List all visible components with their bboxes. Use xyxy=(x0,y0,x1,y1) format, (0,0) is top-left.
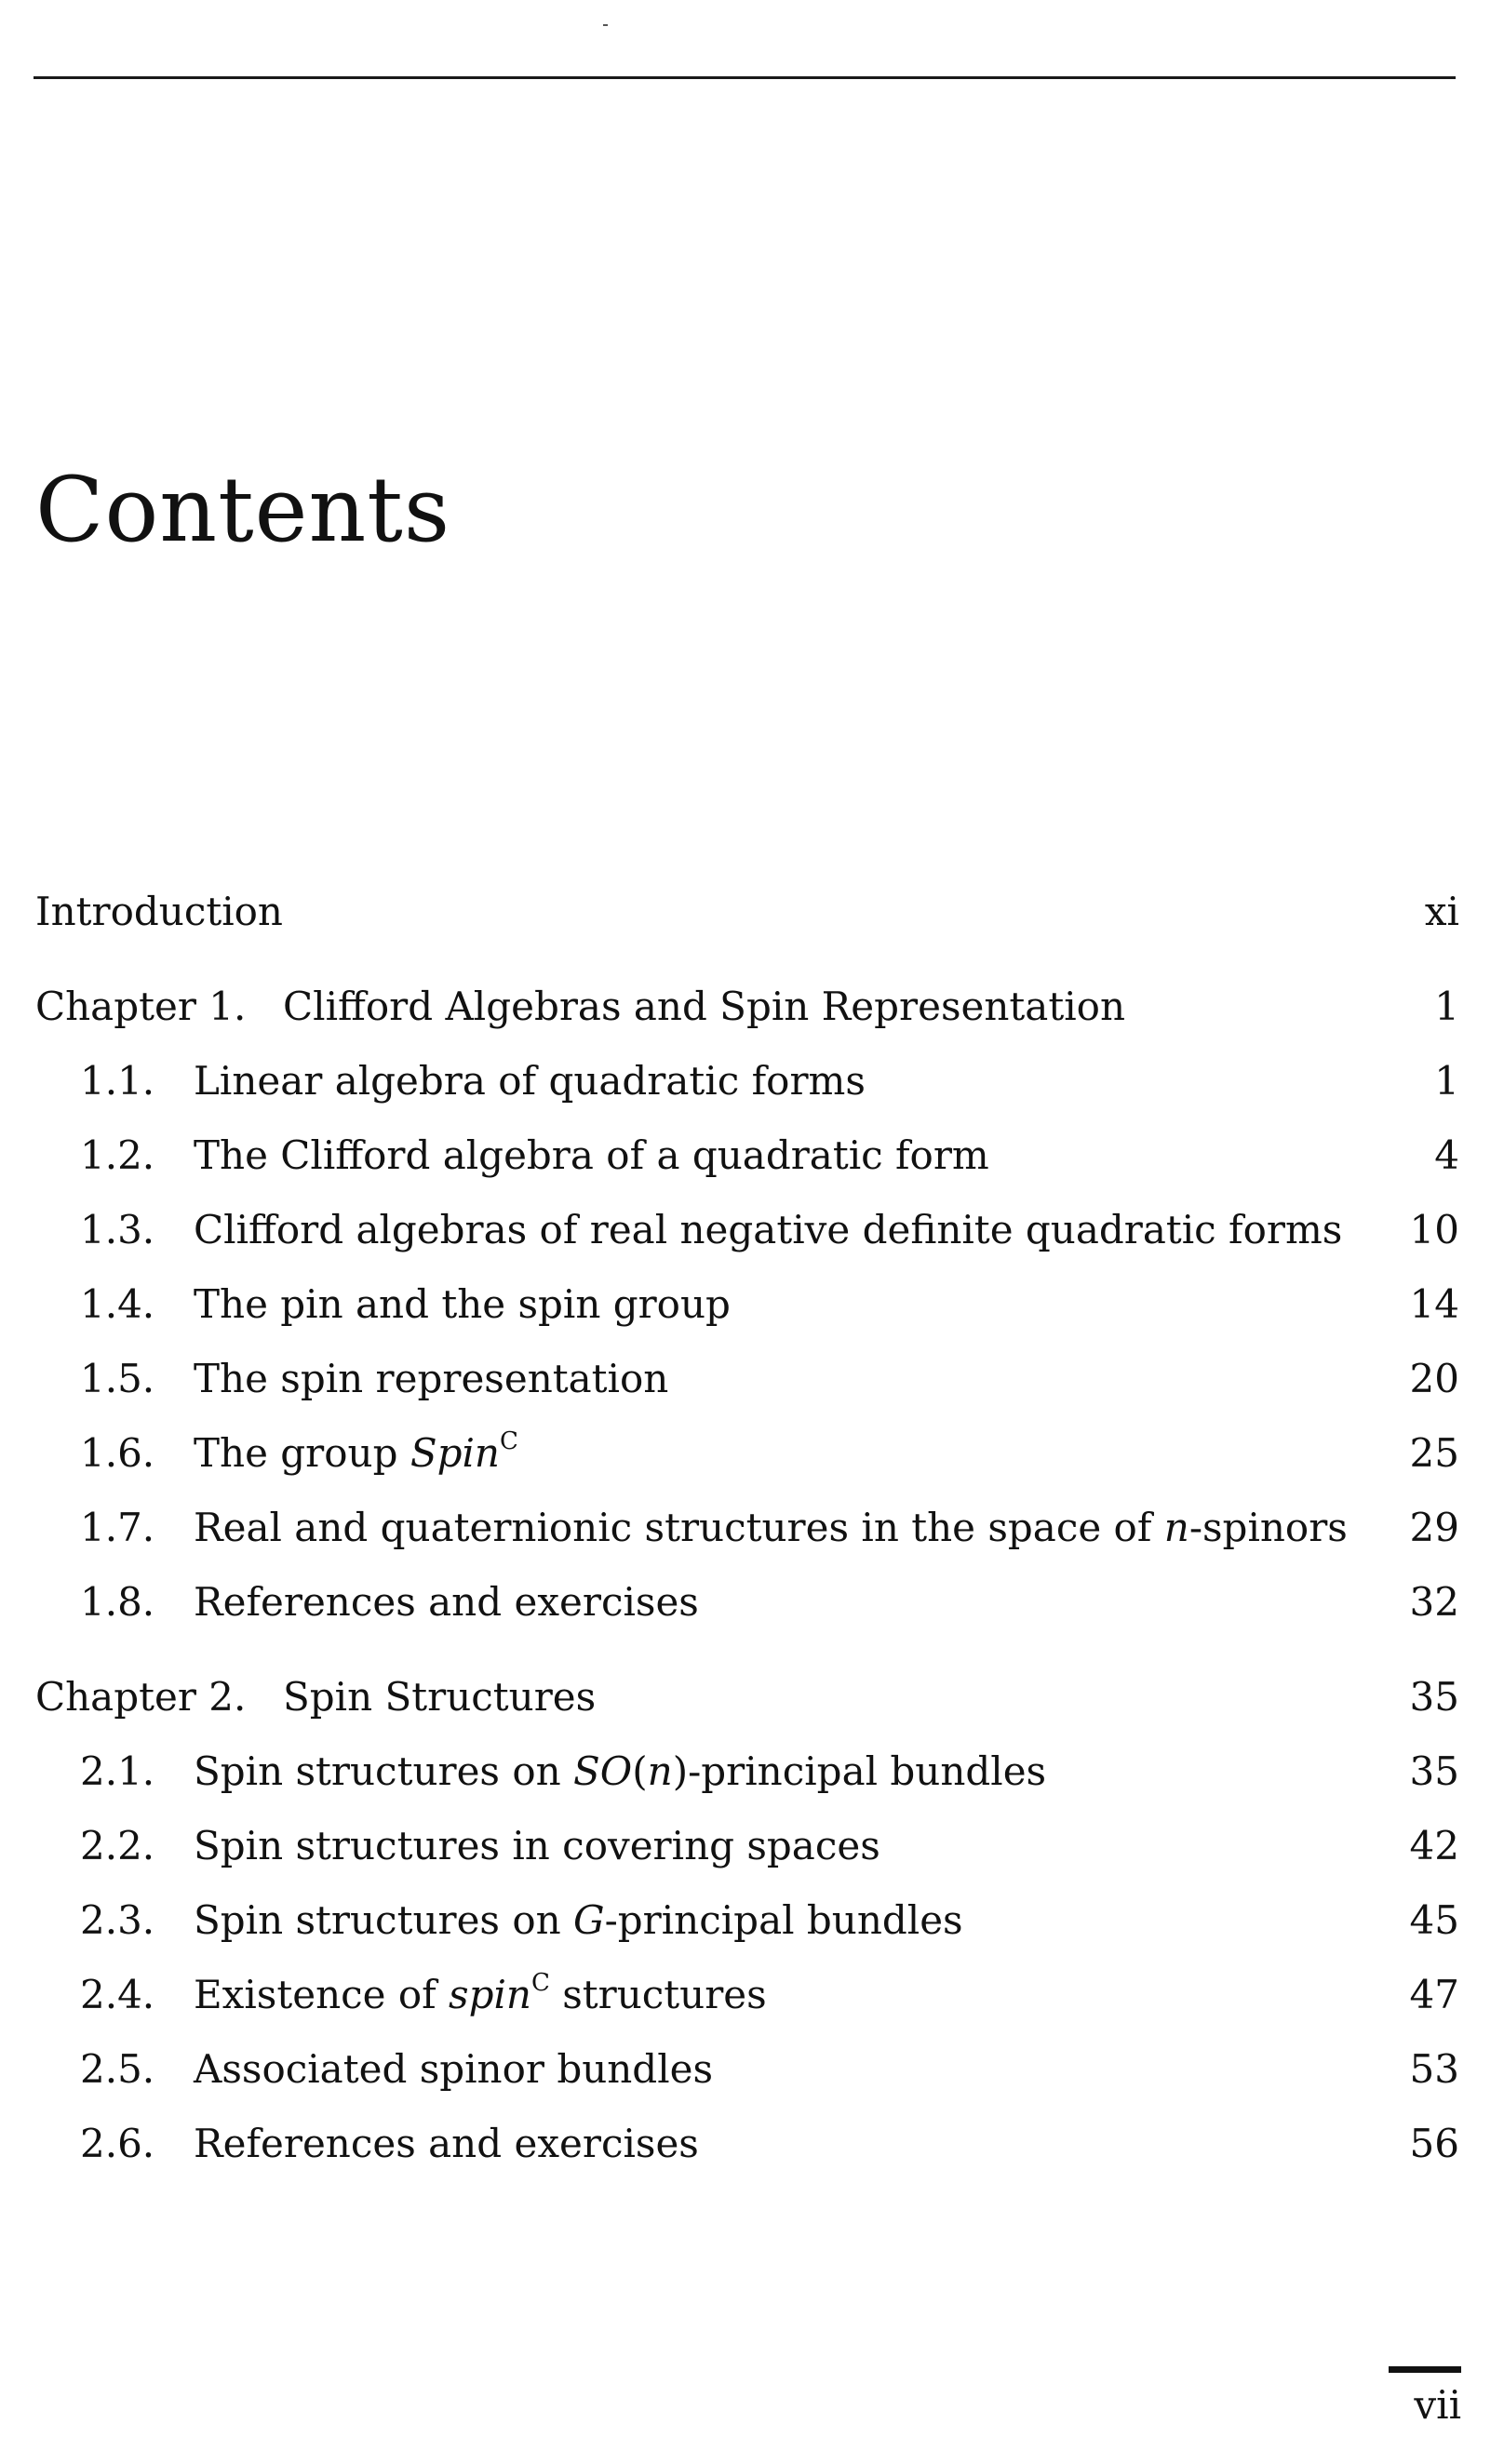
section-number: 1.5. xyxy=(80,1356,155,1401)
title-text: -spinors xyxy=(1188,1505,1348,1550)
section-number: 1.8. xyxy=(80,1579,155,1625)
section-page: 14 xyxy=(1409,1281,1459,1327)
print-speck xyxy=(603,24,608,26)
section-number: 1.6. xyxy=(80,1430,155,1476)
chapter-title: Spin Structures xyxy=(283,1674,597,1720)
section-page: 35 xyxy=(1409,1748,1459,1794)
toc-section-1-1[interactable] xyxy=(35,1044,1459,1118)
chapter-title: Clifford Algebras and Spin Representation xyxy=(283,984,1125,1029)
toc-section-2-3[interactable] xyxy=(35,1883,1459,1958)
section-page: 42 xyxy=(1409,1823,1459,1868)
section-number: 1.4. xyxy=(80,1281,155,1327)
math-symbol: spin xyxy=(449,1972,531,2017)
math-symbol: G xyxy=(573,1897,605,1943)
section-title: Clifford algebras of real negative definite quadratic forms xyxy=(194,1207,1343,1252)
section-number: 2.3. xyxy=(80,1897,155,1943)
section-title: Spin structures in covering spaces xyxy=(194,1823,880,1868)
toc-section-2-4[interactable] xyxy=(35,1958,1459,2032)
section-number: 2.4. xyxy=(80,1972,155,2017)
toc-section-1-3[interactable] xyxy=(35,1193,1459,1267)
chapter-label: Chapter 1. xyxy=(35,984,247,1029)
toc-section-2-1[interactable] xyxy=(35,1734,1459,1809)
toc-section-1-7[interactable] xyxy=(35,1491,1459,1565)
superscript: C xyxy=(530,1969,550,1997)
section-number: 1.2. xyxy=(80,1132,155,1178)
math-paren: ( xyxy=(632,1748,648,1794)
section-title xyxy=(194,1958,767,2032)
section-page: 20 xyxy=(1409,1356,1459,1401)
section-page: 56 xyxy=(1409,2121,1459,2166)
section-number: 2.6. xyxy=(80,2121,155,2166)
toc-section-2-2[interactable] xyxy=(35,1809,1459,1883)
title-text: Real and quaternionic structures in the space of xyxy=(194,1505,1164,1550)
superscript: C xyxy=(499,1427,518,1455)
section-number: 1.1. xyxy=(80,1058,155,1104)
toc-entry-title: Introduction xyxy=(35,889,283,934)
toc-section-1-6[interactable] xyxy=(35,1416,1459,1491)
math-symbol: n xyxy=(647,1748,673,1794)
section-page: 10 xyxy=(1409,1207,1459,1252)
section-title: The Clifford algebra of a quadratic form xyxy=(194,1132,989,1178)
section-page: 4 xyxy=(1434,1132,1459,1178)
math-symbol: Spin xyxy=(410,1430,500,1476)
math-symbol: SO xyxy=(573,1748,633,1794)
toc-section-2-5[interactable] xyxy=(35,2032,1459,2107)
folio-rule xyxy=(1389,2366,1461,2373)
section-title: Associated spinor bundles xyxy=(194,2046,714,2092)
title-text: structures xyxy=(549,1972,767,2017)
table-of-contents xyxy=(35,875,1459,2181)
title-text: Existence of xyxy=(194,1972,450,2017)
section-title: The pin and the spin group xyxy=(194,1281,731,1327)
math-symbol: n xyxy=(1163,1505,1189,1550)
section-page: 45 xyxy=(1409,1897,1459,1943)
section-title: The spin representation xyxy=(194,1356,669,1401)
section-number: 2.5. xyxy=(80,2046,155,2092)
section-number: 2.1. xyxy=(80,1748,155,1794)
page-title: Contents xyxy=(35,458,451,562)
toc-section-1-8[interactable] xyxy=(35,1565,1459,1640)
toc-section-1-5[interactable] xyxy=(35,1342,1459,1416)
section-title xyxy=(194,1491,1348,1565)
chapter-label: Chapter 2. xyxy=(35,1674,247,1720)
section-page: 32 xyxy=(1409,1579,1459,1625)
section-title: Linear algebra of quadratic forms xyxy=(194,1058,866,1104)
section-page: 25 xyxy=(1409,1430,1459,1476)
toc-entry-page: xi xyxy=(1424,889,1459,934)
section-page: 47 xyxy=(1409,1972,1459,2017)
chapter-page: 35 xyxy=(1409,1674,1459,1720)
title-text: The group xyxy=(194,1430,410,1476)
section-title xyxy=(194,1883,963,1958)
section-page: 53 xyxy=(1409,2046,1459,2092)
title-text: Spin structures on xyxy=(194,1897,574,1943)
section-number: 1.3. xyxy=(80,1207,155,1252)
title-text: Spin structures on xyxy=(194,1748,574,1794)
section-title xyxy=(194,1416,518,1491)
toc-section-1-2[interactable] xyxy=(35,1118,1459,1193)
section-title: References and exercises xyxy=(194,2121,699,2166)
section-number: 1.7. xyxy=(80,1505,155,1550)
toc-chapter-2[interactable] xyxy=(35,1660,1459,1734)
page-number: vii xyxy=(1414,2382,1461,2428)
top-rule xyxy=(34,76,1456,79)
section-title: References and exercises xyxy=(194,1579,699,1625)
section-page: 29 xyxy=(1409,1505,1459,1550)
toc-section-1-4[interactable] xyxy=(35,1267,1459,1342)
section-title xyxy=(194,1734,1046,1809)
toc-section-2-6[interactable] xyxy=(35,2107,1459,2181)
toc-chapter-1[interactable] xyxy=(35,970,1459,1044)
title-text: )-principal bundles xyxy=(672,1748,1047,1794)
title-text: -principal bundles xyxy=(604,1897,963,1943)
toc-entry-introduction[interactable] xyxy=(35,875,1459,949)
section-number: 2.2. xyxy=(80,1823,155,1868)
section-page: 1 xyxy=(1434,1058,1459,1104)
chapter-page: 1 xyxy=(1434,984,1459,1029)
